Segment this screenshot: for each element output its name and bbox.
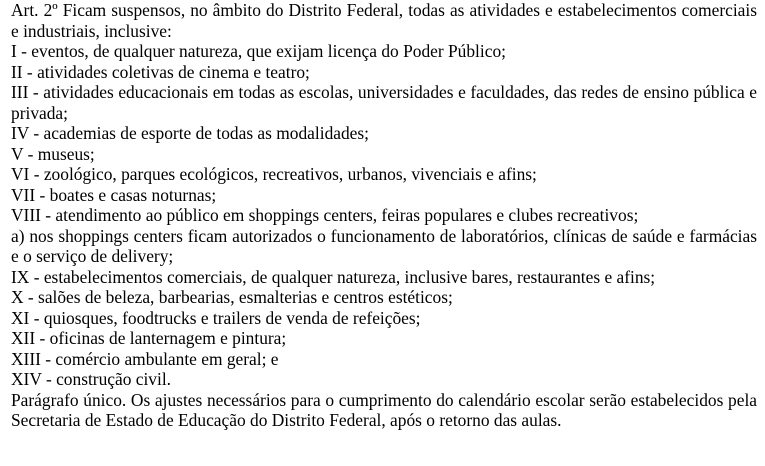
item-xiv: XIV - construção civil. [11,369,172,389]
item-ix: IX - estabelecimentos comerciais, de qualquer natureza, inclusive bares, restaurantes e afins; [11,266,656,287]
item-iii: III - atividades educacionais em todas as escolas, universidades e faculdades, das redes de ensino pública e privada; [11,82,757,123]
sole-paragraph: Parágrafo único. Os ajustes necessários para o cumprimento do calendário escolar serão estabelecidos pela Secretaria de Estado de Educação do Distrito Federal, após o retorno das aulas. [11,389,757,430]
document-body [11,0,757,431]
item-v: V - museus; [11,143,95,164]
item-xiii: XIII - comércio ambulante em geral; e [11,348,279,369]
item-xi: XI - quiosques, foodtrucks e trailers de venda de refeições; [11,307,421,328]
item-iv: IV - academias de esporte de todas as modalidades; [11,123,369,143]
article-intro: Art. 2º Ficam suspensos, no âmbito do Distrito Federal, todas as atividades e estabelecimentos comerciais e industriais, inclusive: [11,0,757,41]
item-ii: II - atividades coletivas de cinema e teatro; [11,61,310,82]
item-viii: VIII - atendimento ao público em shoppings centers, feiras populares e clubes recreativos; [11,205,639,225]
item-vii: VII - boates e casas noturnas; [11,184,217,205]
item-xii: XII - oficinas de lanternagem e pintura; [11,328,287,348]
item-viii-a: a) nos shoppings centers ficam autorizados o funcionamento de laboratórios, clínicas de saúde e farmácias e o serviço de delivery; [11,225,757,266]
item-i: I - eventos, de qualquer natureza, que exijam licença do Poder Público; [11,41,506,61]
item-x: X - salões de beleza, barbearias, esmalterias e centros estéticos; [11,287,453,307]
item-vi: VI - zoológico, parques ecológicos, recreativos, urbanos, vivenciais e afins; [11,164,537,184]
